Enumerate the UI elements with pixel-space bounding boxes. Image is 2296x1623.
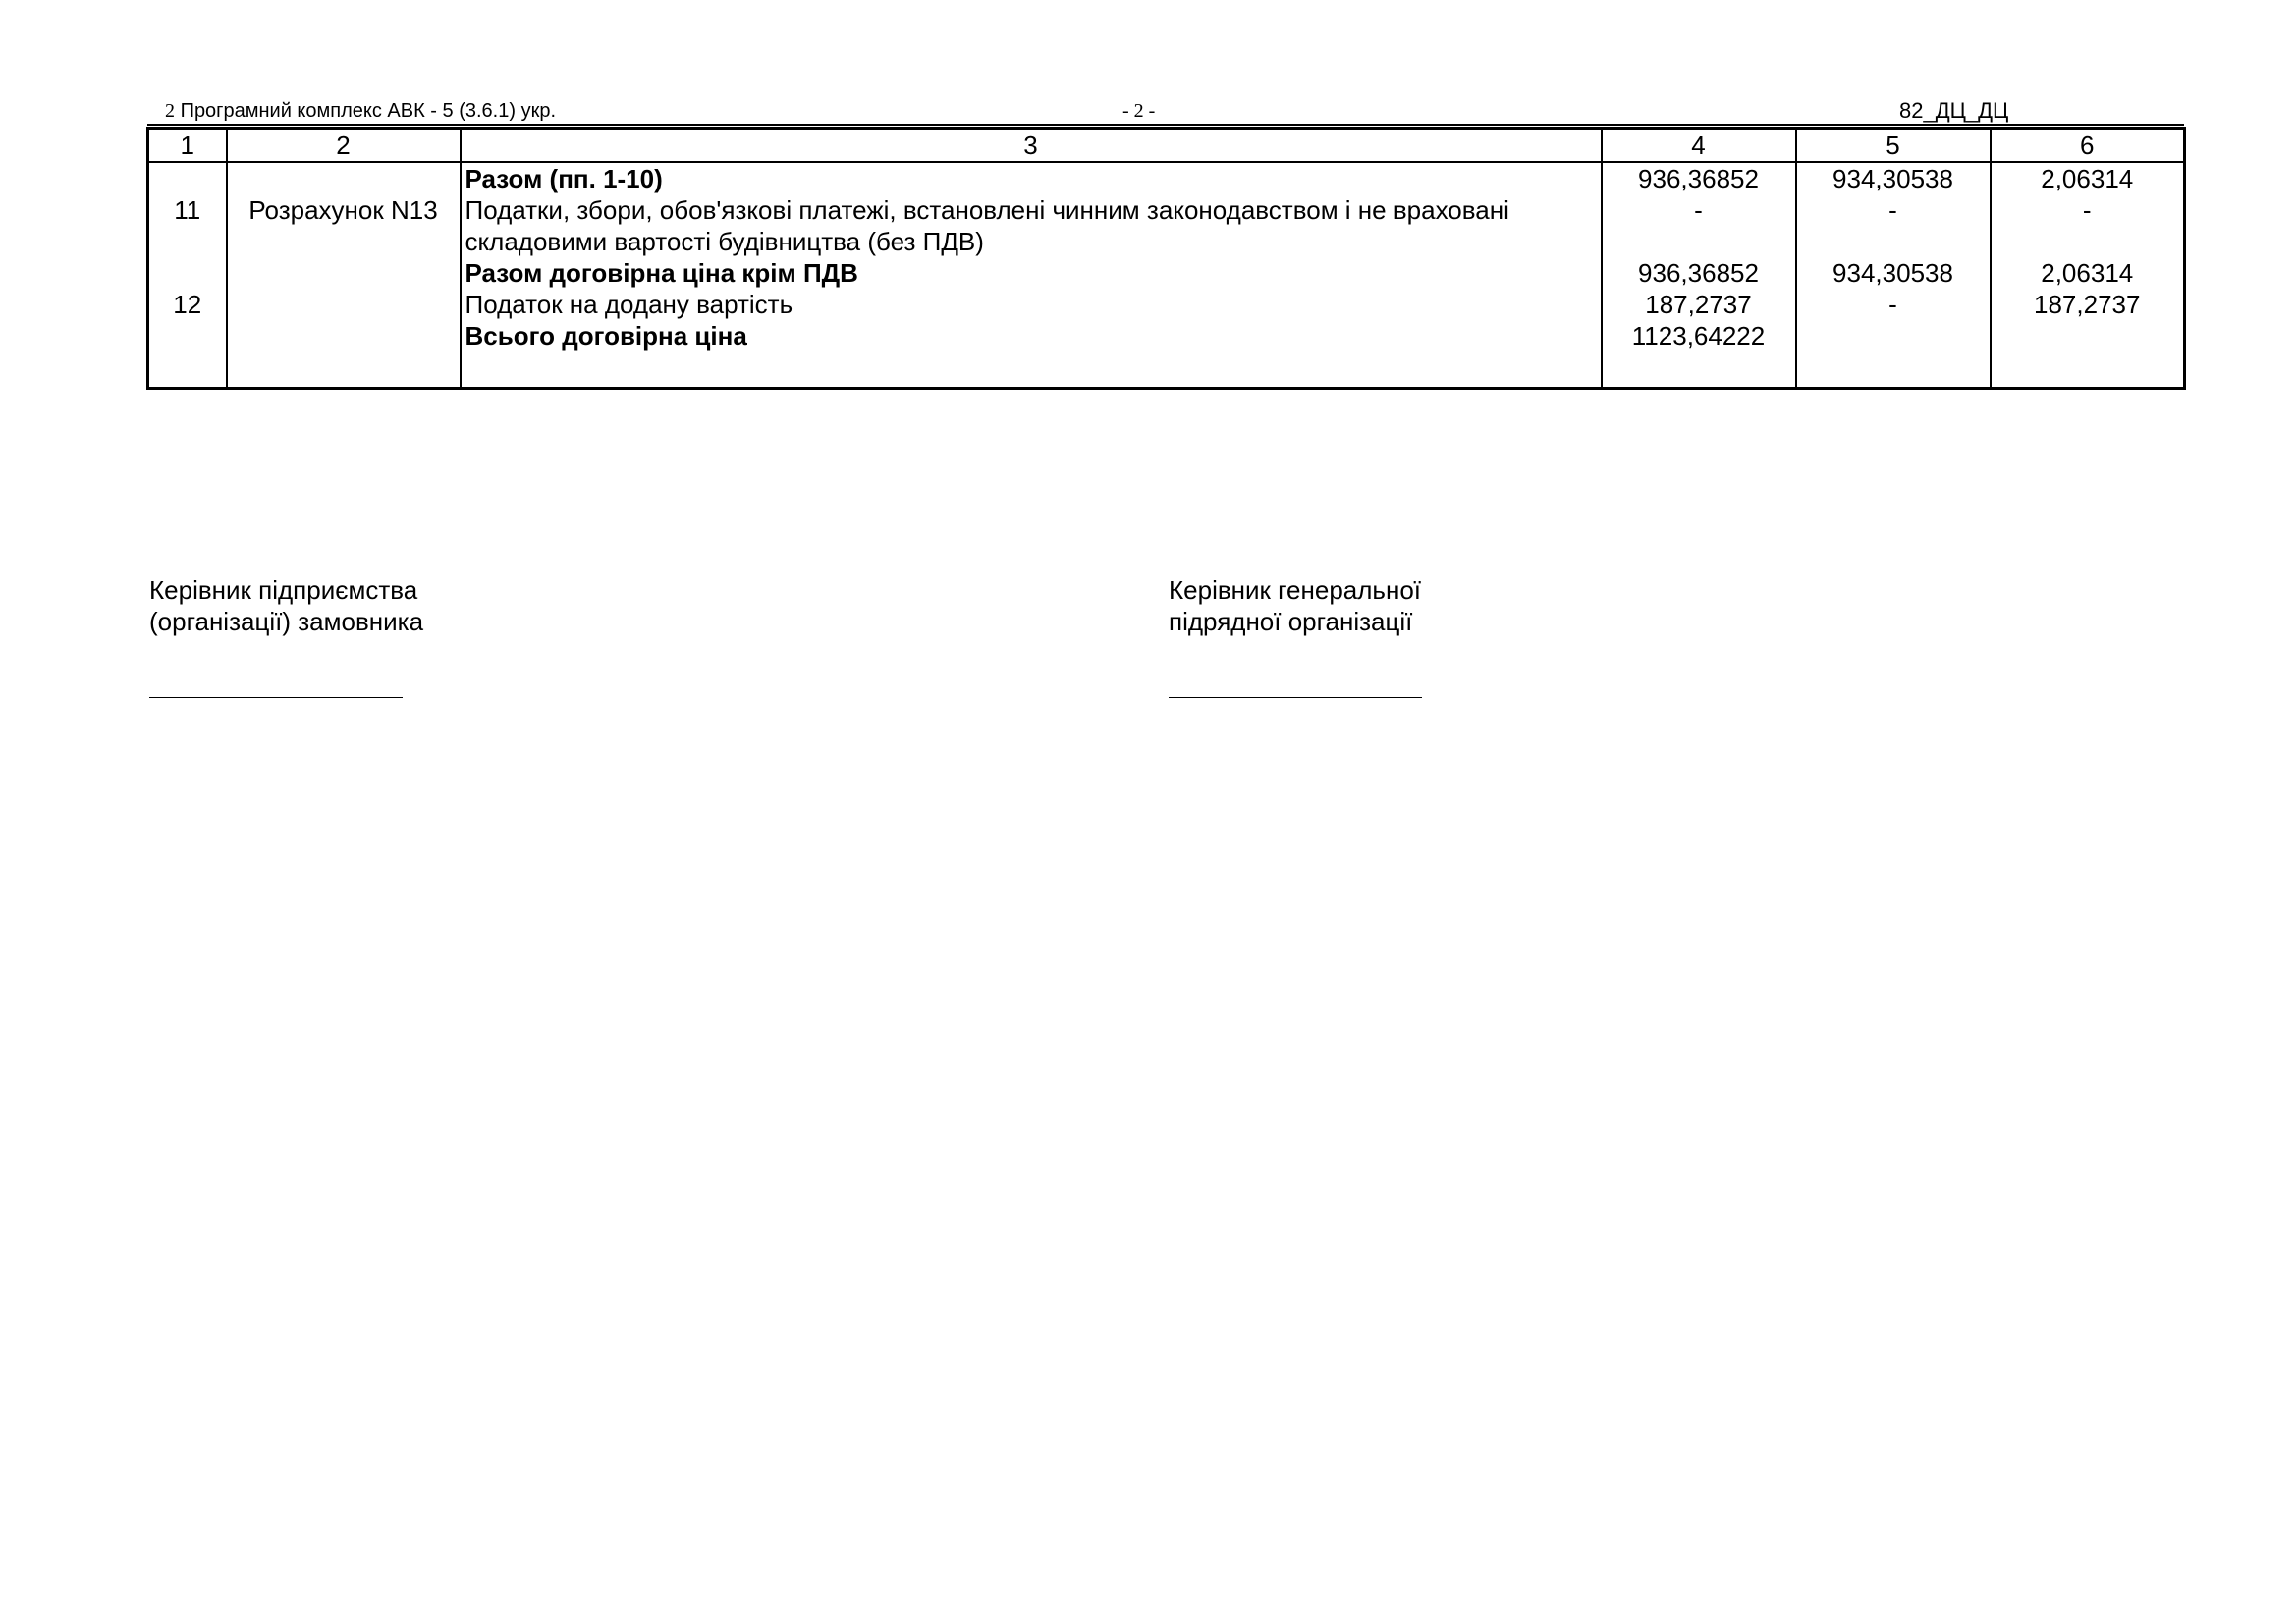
total-contract-price-label: Всього договірна ціна: [465, 321, 747, 351]
value: 187,2737: [1645, 290, 1752, 319]
row-number: [149, 257, 226, 289]
column-header-5: 5: [1796, 129, 1991, 163]
customer-signature-subtitle: (організації) замовника: [149, 607, 424, 636]
value: 1123,64222: [1631, 321, 1766, 351]
value: 936,36852: [1638, 164, 1759, 193]
column-4-cell: [1602, 162, 1796, 389]
description-cell: [461, 162, 1602, 389]
column-header-6: 6: [1991, 129, 2185, 163]
value: 934,30538: [1832, 164, 1953, 193]
column-header-2: 2: [227, 129, 461, 163]
value: 2,06314: [2041, 164, 2134, 193]
header-divider: [147, 124, 2184, 126]
contractor-signature-title: Керівник генеральної: [1169, 575, 1422, 605]
column-6-cell: [1991, 162, 2185, 389]
value: -: [2082, 195, 2092, 225]
value: -: [1888, 290, 1897, 319]
calculation-ref: [228, 257, 460, 289]
vat-label: Податок на додану вартість: [465, 290, 793, 319]
value: -: [1694, 195, 1703, 225]
contract-price-excl-vat-label: Разом договірна ціна крім ПДВ: [465, 258, 858, 288]
calculation-ref: [228, 163, 460, 194]
calculation-ref: [228, 289, 460, 320]
contractor-signature-line: [1169, 697, 1422, 698]
value: 187,2737: [2034, 290, 2141, 319]
column-header-3: 3: [461, 129, 1602, 163]
row-number: [149, 163, 226, 194]
header-page-prefix: 2: [165, 100, 175, 122]
row-number: [149, 320, 226, 352]
description-text: Податки, збори, обов'язкові платежі, встановлені чинним законодавством і не враховані: [465, 195, 1509, 225]
row-number: 12: [173, 290, 202, 319]
description-text: складовими вартості будівництва (без ПДВ): [465, 227, 984, 256]
value: [1797, 226, 1990, 257]
calculation-ref: Розрахунок N13: [248, 195, 438, 225]
table-header-row: [148, 129, 2185, 163]
header-doc-code: 82_ДЦ_ДЦ: [1899, 98, 2009, 123]
calculation-ref-cell: [227, 162, 461, 389]
value: [1603, 226, 1795, 257]
value: 936,36852: [1638, 258, 1759, 288]
calculation-ref: [228, 320, 460, 352]
value: 934,30538: [1832, 258, 1953, 288]
calculation-ref: [228, 226, 460, 257]
header-page-number: - 2 -: [1122, 100, 1156, 122]
customer-signature-block: [149, 574, 423, 637]
header-program-name: Програмний комплекс АВК - 5 (3.6.1) укр.: [180, 100, 556, 122]
header-program: [165, 100, 556, 123]
value: 2,06314: [2041, 258, 2134, 288]
value: [1992, 226, 2184, 257]
table-row: [148, 162, 2185, 389]
column-5-cell: [1796, 162, 1991, 389]
contractor-signature-block: [1169, 574, 1421, 637]
row-number: 11: [174, 195, 201, 225]
customer-signature-title: Керівник підприємства: [149, 575, 418, 605]
value: [1797, 320, 1990, 352]
subtotal-label: Разом (пп. 1-10): [465, 164, 663, 193]
column-header-4: 4: [1602, 129, 1796, 163]
column-header-1: 1: [148, 129, 227, 163]
value: -: [1888, 195, 1897, 225]
customer-signature-line: [149, 697, 403, 698]
value: [1992, 320, 2184, 352]
row-number: [149, 226, 226, 257]
page-header: [165, 96, 2011, 126]
row-number-cell: [148, 162, 227, 389]
estimate-table: [146, 127, 2186, 390]
contractor-signature-subtitle: підрядної організації: [1169, 607, 1413, 636]
